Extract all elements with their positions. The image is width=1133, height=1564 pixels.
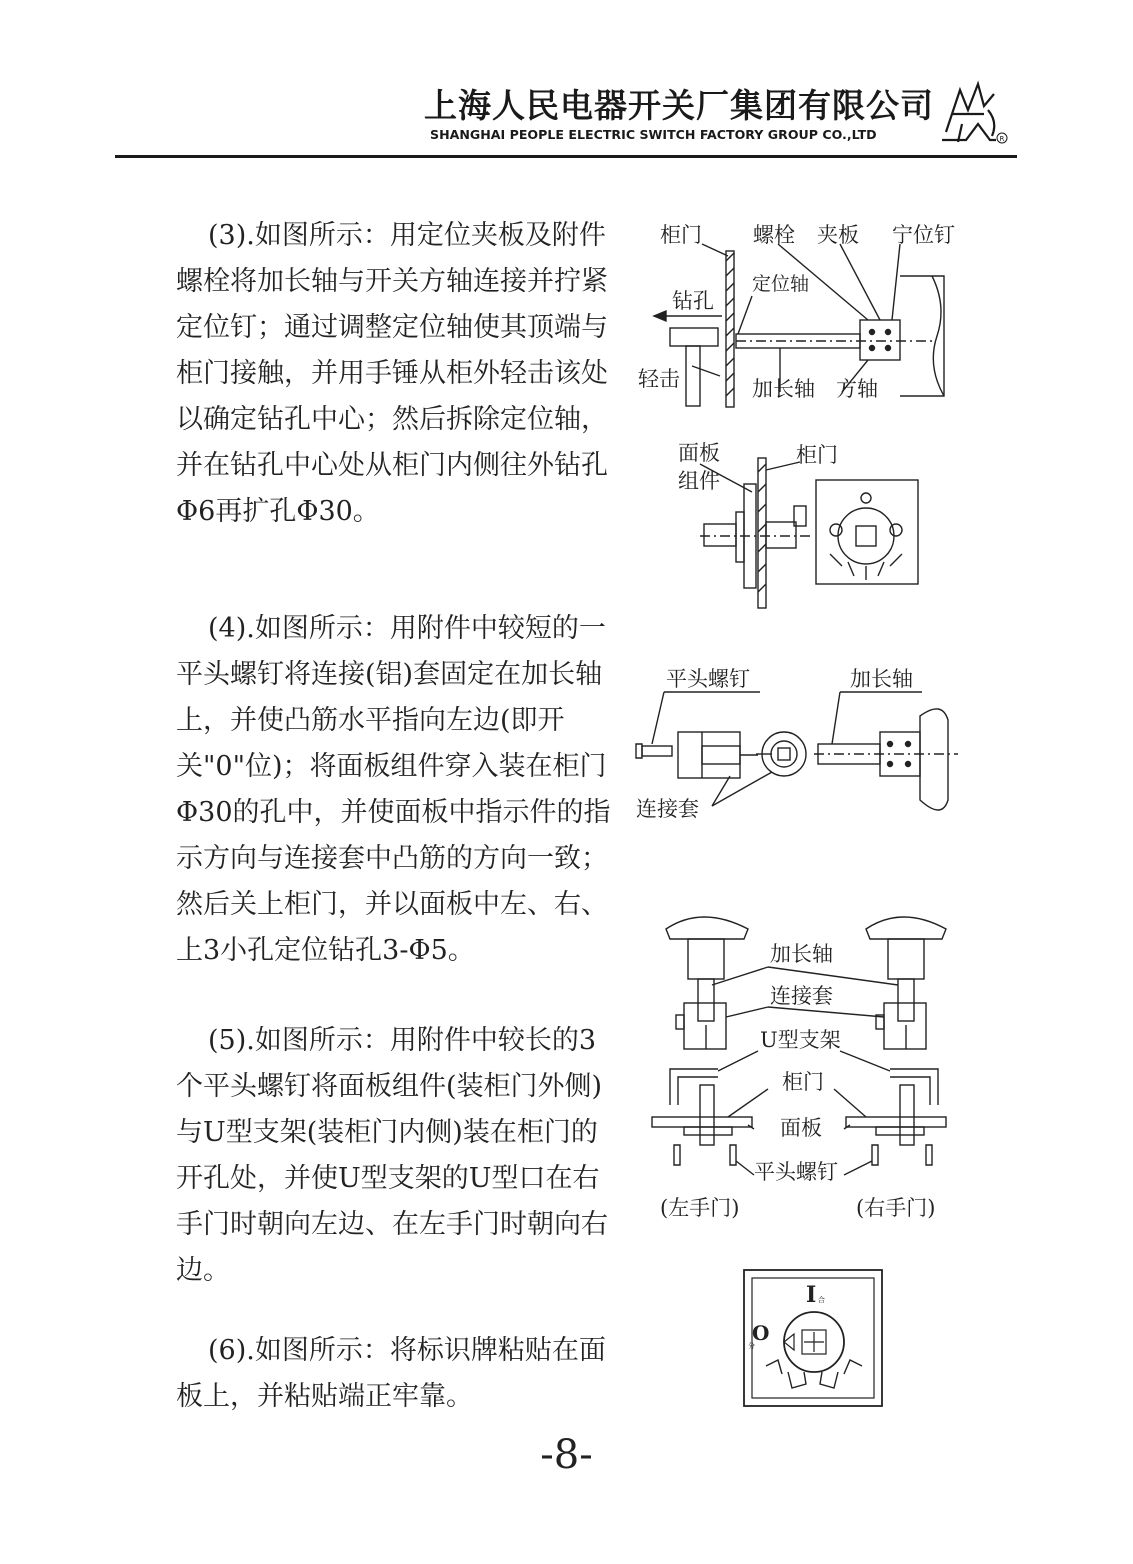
figure-label-plate	[742, 1268, 886, 1414]
page-number: -8-	[540, 1432, 593, 1478]
switch-off-small: 分	[748, 1342, 755, 1350]
label-panel: 面板	[678, 441, 720, 465]
label-sleeve: 连接套	[636, 797, 699, 821]
label-locating-shaft: 定位轴	[752, 273, 810, 295]
label-clamp: 夹板	[817, 223, 859, 247]
switch-on-mark: I	[806, 1282, 817, 1308]
label-panel-assembly: 组件	[678, 469, 720, 493]
label-u-bracket: U型支架	[760, 1028, 841, 1052]
label-tap: 轻击	[638, 367, 680, 391]
label-extension-shaft-2: 加长轴	[850, 667, 913, 691]
label-cabinet-door: 柜门	[660, 223, 702, 247]
label-extension-shaft: 加长轴	[752, 377, 815, 401]
company-logo	[938, 80, 1018, 154]
svg-text:R: R	[999, 135, 1005, 143]
instruction-step-6: (6).如图所示：将标识牌粘贴在面板上，并粘贴端正牢靠。	[176, 1335, 606, 1412]
header-rule	[115, 155, 1017, 158]
label-cabinet-door-2: 柜门	[796, 443, 838, 467]
label-drill-hole: 钻孔	[672, 289, 714, 313]
company-name-en: SHANGHAI PEOPLE ELECTRIC SWITCH FACTORY GROUP CO.,LTD	[430, 127, 877, 142]
label-sleeve-2: 连接套	[770, 984, 833, 1008]
figure-u-bracket	[644, 905, 964, 1229]
switch-on-small: 合	[818, 1296, 825, 1304]
instruction-step-3: (3).如图所示：用定位夹板及附件螺栓将加长轴与开关方轴连接并拧紧定位钉；通过调整定位轴使其顶端与柜门接触，并用手锤从柜外轻击该处以确定钻孔中心；然后拆除定位轴，并在钻孔中心处从柜门内侧往外钻孔Φ6再扩孔Φ30。	[176, 220, 608, 527]
label-flat-screw-2: 平头螺钉	[754, 1160, 838, 1184]
label-bolt: 螺栓	[753, 223, 795, 247]
label-flat-screw: 平头螺钉	[666, 667, 750, 691]
label-square-shaft: 方轴	[836, 377, 878, 401]
label-cabinet-door-3: 柜门	[782, 1070, 824, 1094]
switch-off-mark: O	[752, 1321, 770, 1345]
figure-sleeve-fixing	[632, 660, 962, 834]
company-name-cn: 上海人民电器开关厂集团有限公司	[424, 86, 934, 125]
label-set-screw: 宁位钉	[892, 223, 955, 247]
label-left-door: (左手门)	[660, 1196, 740, 1220]
figure-panel-door	[670, 436, 930, 620]
label-panel-2: 面板	[780, 1116, 822, 1140]
instruction-step-4: (4).如图所示：用附件中较短的一平头螺钉将连接(铝)套固定在加长轴上，并使凸筋水平指向左边(即开关"0"位)；将面板组件穿入装在柜门Φ30的孔中，并使面板中指示件的指示方向与连接套中凸筋的方向一致；然后关上柜门，并以面板中左、右、上3小孔定位钻孔3-Φ5。	[176, 613, 611, 966]
label-extension-shaft-3: 加长轴	[770, 942, 833, 966]
instruction-step-5: (5).如图所示：用附件中较长的3个平头螺钉将面板组件(装柜门外侧)与U型支架(装柜门内侧)装在柜门的开孔处，并使U型支架的U型口在右手门时朝向左边、在左手门时朝向右边。	[176, 1025, 608, 1286]
label-right-door: (右手门)	[856, 1196, 936, 1220]
figure-shaft-assembly	[632, 216, 972, 420]
